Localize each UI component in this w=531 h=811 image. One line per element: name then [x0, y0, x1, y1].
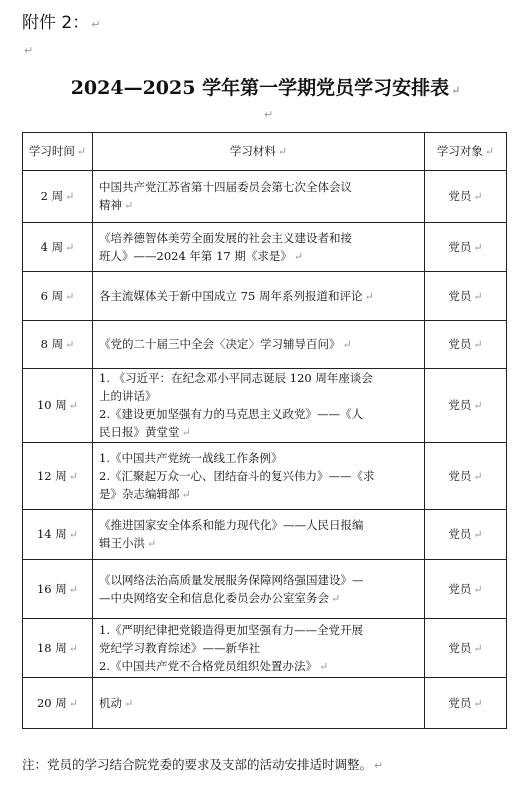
target-cell	[425, 443, 507, 510]
table-row	[23, 272, 507, 321]
paragraph-mark: ↵	[68, 528, 78, 541]
material-line-text: 《推进国家安全体系和能力现代化》——人民日报编	[99, 518, 364, 532]
material-line	[99, 335, 418, 354]
target-text: 党员	[448, 640, 472, 655]
paragraph-mark: ↵	[331, 591, 341, 605]
material-line	[99, 485, 418, 504]
material-cell	[93, 171, 425, 223]
material-line	[99, 229, 418, 247]
material-line	[99, 287, 418, 306]
week-cell	[23, 321, 93, 369]
material-line	[99, 178, 418, 196]
material-line-text: 1.《中国共产党统一战线工作条例》	[99, 450, 283, 465]
paragraph-mark: ↵	[65, 289, 75, 303]
table-row	[23, 510, 507, 560]
paragraph-mark: ↵	[473, 469, 483, 483]
week-cell	[23, 223, 93, 272]
paragraph-mark: ↵	[293, 249, 304, 263]
table-row	[23, 321, 507, 369]
material-line-text: 辑王小洪	[99, 536, 145, 550]
week-cell	[23, 272, 93, 321]
week-text: 4 周	[40, 239, 64, 254]
paragraph-mark: ↵	[91, 18, 101, 31]
material-line-text: 2.《汇聚起万众一心、团结奋斗的复兴伟力》——《求	[99, 468, 375, 483]
paragraph-mark: ↵	[473, 696, 483, 710]
paragraph-mark: ↵	[68, 641, 78, 655]
material-cell	[93, 510, 425, 560]
target-cell	[425, 560, 507, 619]
material-line	[99, 589, 418, 608]
target-cell	[425, 619, 507, 678]
material-line	[99, 369, 418, 387]
paragraph-mark: ↵	[68, 399, 78, 412]
material-line	[99, 621, 418, 639]
paragraph-mark: ↵	[374, 759, 384, 772]
material-line	[99, 247, 418, 266]
week-text: 6 周	[40, 288, 64, 303]
paragraph-mark: ↵	[342, 338, 352, 351]
material-line	[99, 657, 418, 676]
paragraph-mark: ↵	[68, 582, 78, 596]
paragraph-mark: ↵	[76, 145, 87, 158]
paragraph-mark: ↵	[24, 44, 34, 57]
material-line	[99, 571, 418, 589]
paragraph-mark: ↵	[124, 696, 134, 710]
material-line	[99, 196, 418, 215]
table-header-row	[23, 133, 507, 171]
week-text: 18 周	[36, 640, 67, 655]
target-cell	[425, 223, 507, 272]
material-line	[99, 534, 418, 553]
material-cell	[93, 619, 425, 678]
paragraph-mark: ↵	[473, 338, 483, 351]
paragraph-mark: ↵	[318, 659, 329, 673]
paragraph-mark: ↵	[451, 84, 461, 97]
paragraph-mark: ↵	[264, 108, 274, 121]
target-cell	[425, 272, 507, 321]
material-line-text: 上的讲话》	[99, 389, 157, 403]
paragraph-mark: ↵	[364, 289, 374, 303]
week-cell	[23, 560, 93, 619]
material-line	[99, 405, 418, 423]
table-row	[23, 619, 507, 678]
material-line-text: 1.《严明纪律把党锻造得更加坚强有力——全党开展	[99, 622, 363, 637]
week-text: 2 周	[40, 189, 64, 203]
paragraph-mark: ↵	[473, 528, 483, 541]
material-cell	[93, 560, 425, 619]
material-line-text: 《以网络法治高质量发展服务保障网络强国建设》—	[99, 572, 364, 587]
target-text: 党员	[448, 239, 472, 254]
paragraph-mark: ↵	[473, 641, 483, 655]
week-cell	[23, 171, 93, 223]
paragraph-mark: ↵	[277, 145, 288, 158]
material-line-text: 中国共产党江苏省第十四届委员会第七次全体会议	[99, 180, 352, 194]
paragraph-mark: ↵	[68, 696, 78, 710]
paragraph-mark: ↵	[473, 190, 483, 203]
target-text: 党员	[448, 527, 472, 541]
paragraph-mark: ↵	[65, 240, 75, 254]
material-line	[99, 694, 418, 713]
target-text: 党员	[448, 398, 472, 412]
material-cell	[93, 272, 425, 321]
week-text: 8 周	[40, 337, 64, 351]
paragraph-mark: ↵	[473, 582, 483, 596]
material-line-text: 精神	[99, 198, 122, 212]
material-line	[99, 449, 418, 467]
target-cell	[425, 369, 507, 443]
paragraph-mark: ↵	[124, 199, 134, 212]
material-cell	[93, 443, 425, 510]
target-text: 党员	[448, 468, 472, 483]
target-cell	[425, 510, 507, 560]
material-line-text: 各主流媒体关于新中国成立 75 周年系列报道和评论	[99, 288, 363, 303]
table-row	[23, 171, 507, 223]
material-cell	[93, 369, 425, 443]
material-line-text: 2.《建设更加坚强有力的马克思主义政党》——《人	[99, 407, 363, 421]
material-line-text: 班人》——2024 年第 17 期《求是》	[99, 248, 292, 263]
week-cell	[23, 619, 93, 678]
target-text: 党员	[448, 695, 472, 710]
page-title: 2024—2025 学年第一学期党员学习安排表 ↵	[70, 77, 461, 99]
week-text: 12 周	[36, 468, 67, 483]
table-row	[23, 369, 507, 443]
material-line	[99, 467, 418, 485]
target-cell	[425, 678, 507, 729]
paragraph-mark: ↵	[484, 145, 495, 158]
week-text: 14 周	[36, 527, 67, 541]
material-cell	[93, 223, 425, 272]
target-cell	[425, 171, 507, 223]
week-text: 20 周	[36, 695, 67, 710]
paragraph-mark: ↵	[181, 426, 191, 439]
material-line-text: 是》杂志编辑部	[99, 486, 180, 501]
material-line-text: —中央网络安全和信息化委员会办公室室务会	[99, 590, 329, 605]
material-line-text: 《党的二十届三中全会〈决定〉学习辅导百问》	[99, 337, 341, 351]
target-text: 党员	[448, 581, 472, 596]
paragraph-mark: ↵	[473, 289, 483, 303]
material-line	[99, 516, 418, 534]
column-header-time: 学习时间 ↵	[23, 133, 93, 171]
material-line-text: 1. 《习近平：在纪念邓小平同志诞辰 120 周年座谈会	[99, 371, 373, 385]
material-cell	[93, 321, 425, 369]
material-line	[99, 639, 418, 657]
paragraph-mark: ↵	[147, 537, 157, 550]
paragraph-mark: ↵	[473, 399, 483, 412]
target-text: 党员	[448, 337, 472, 351]
material-line	[99, 423, 418, 442]
column-header-target: 学习对象 ↵	[425, 133, 507, 171]
material-line-text: 《培养德智体美劳全面发展的社会主义建设者和接	[99, 230, 352, 245]
table-row	[23, 223, 507, 272]
paragraph-mark: ↵	[473, 240, 483, 254]
material-line-text: 2.《中国共产党不合格党员组织处置办法》	[99, 658, 317, 673]
week-cell	[23, 369, 93, 443]
table-row	[23, 560, 507, 619]
material-line-text: 民日报》黄堂堂	[99, 425, 180, 439]
material-line-text: 党纪学习教育综述》——新华社	[99, 640, 260, 655]
material-line	[99, 387, 418, 405]
target-text: 党员	[448, 288, 472, 303]
week-cell	[23, 678, 93, 729]
material-cell	[93, 678, 425, 729]
footnote: 注：党员的学习结合院党委的要求及支部的活动安排适时调整。 ↵	[22, 757, 384, 772]
week-text: 10 周	[36, 398, 67, 412]
paragraph-mark: ↵	[181, 487, 191, 501]
week-cell	[23, 443, 93, 510]
attachment-label: 附件 2： ↵	[22, 13, 101, 33]
paragraph-mark: ↵	[65, 190, 75, 203]
study-schedule-table	[22, 132, 507, 729]
table-row	[23, 678, 507, 729]
week-cell	[23, 510, 93, 560]
material-line-text: 机动	[99, 695, 122, 710]
target-cell	[425, 321, 507, 369]
week-text: 16 周	[36, 581, 67, 596]
column-header-material: 学习材料 ↵	[93, 133, 425, 171]
paragraph-mark: ↵	[68, 469, 78, 483]
table-row	[23, 443, 507, 510]
paragraph-mark: ↵	[65, 338, 75, 351]
target-text: 党员	[448, 189, 472, 203]
